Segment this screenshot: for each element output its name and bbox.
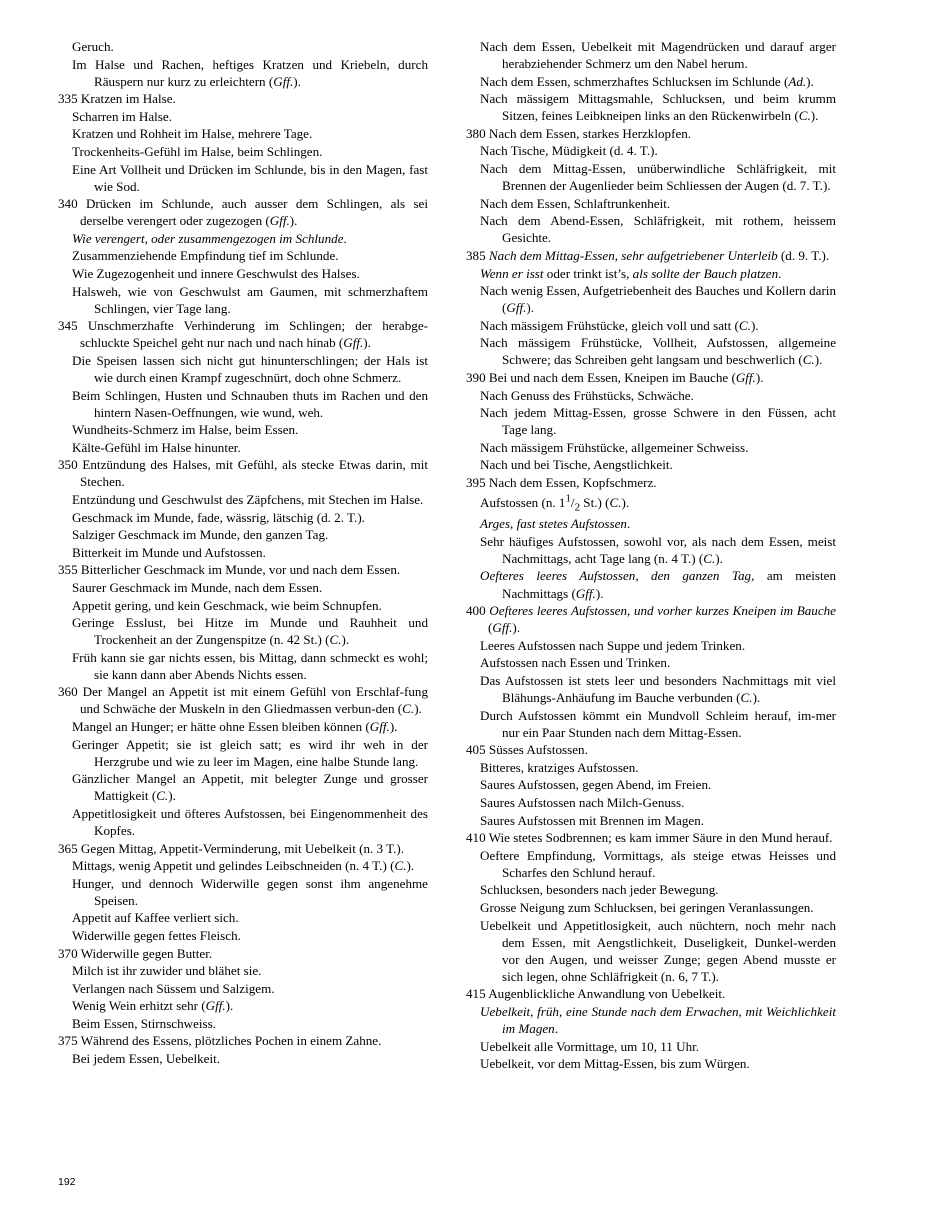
symptom-entry bbox=[58, 857, 428, 874]
entry-text: Drücken im Schlunde, auch ausser dem Schlingen, als sei derselbe verengert oder zugezogen (Gff.). bbox=[80, 196, 428, 229]
entry-text: Nach dem Mittag-Essen, unüberwindliche Schläfrigkeit, mit Brennen der Augenlieder beim Schliessen der Augen (d. 7. T.). bbox=[480, 161, 836, 194]
entry-text: Nach wenig Essen, Aufgetriebenheit des Bauches und Kollern darin (Gff.). bbox=[480, 283, 836, 316]
entry-number: 405 bbox=[466, 742, 489, 758]
entry-text: Trockenheits-Gefühl im Halse, beim Schlingen. bbox=[72, 143, 323, 159]
entry-text: Nach Genuss des Frühstücks, Schwäche. bbox=[480, 387, 694, 403]
entry-text: Schlucksen, besonders nach jeder Bewegung. bbox=[480, 882, 719, 898]
symptom-entry-numbered bbox=[58, 1032, 428, 1049]
symptom-entry bbox=[58, 161, 428, 195]
entry-number: 335 bbox=[58, 91, 81, 107]
entry-number: 385 bbox=[466, 247, 489, 263]
symptom-entry bbox=[466, 73, 836, 90]
entry-number: 340 bbox=[58, 196, 86, 212]
symptom-entry bbox=[58, 421, 428, 438]
entry-text: Wie verengert, oder zusammengezogen im Schlunde. bbox=[72, 230, 347, 246]
symptom-entry bbox=[466, 38, 836, 72]
entry-text: Arges, fast stetes Aufstossen. bbox=[480, 516, 631, 532]
entry-text: Nach dem Essen, schmerzhaftes Schlucksen im Schlunde (Ad.). bbox=[480, 73, 814, 89]
entry-text: Augenblickliche Anwandlung von Uebelkeit. bbox=[488, 986, 726, 1002]
entry-text: Nach jedem Mittag-Essen, grosse Schwere in den Füssen, acht Tage lang. bbox=[480, 405, 836, 438]
symptom-entry bbox=[466, 899, 836, 916]
entry-text: Uebelkeit alle Vormittage, um 10, 11 Uhr. bbox=[480, 1038, 700, 1054]
left-column bbox=[58, 38, 428, 1068]
entry-text: Bei jedem Essen, Uebelkeit. bbox=[72, 1051, 220, 1067]
entry-text: Wie stetes Sodbrennen; es kam immer Säure in den Mund herauf. bbox=[488, 830, 833, 846]
symptom-entry bbox=[466, 1038, 836, 1055]
symptom-entry-numbered bbox=[58, 317, 428, 351]
entry-text: Halsweh, wie von Geschwulst am Gaumen, mit schmerzhaftem Schlingen, vier Tage lang. bbox=[72, 283, 428, 316]
entry-text: Oefteres leeres Aufstossen, den ganzen Tag, am meisten Nachmittags (Gff.). bbox=[480, 568, 836, 601]
entry-text: Wie Zugezogenheit und innere Geschwulst des Halses. bbox=[72, 266, 360, 282]
entry-text: Bitterlicher Geschmack im Munde, vor und nach dem Essen. bbox=[80, 562, 401, 578]
symptom-entry bbox=[466, 492, 836, 515]
symptom-entry bbox=[58, 283, 428, 317]
entry-text: Appetit gering, und kein Geschmack, wie beim Schnupfen. bbox=[72, 597, 382, 613]
symptom-entry bbox=[466, 142, 836, 159]
entry-text: Bitterkeit im Munde und Aufstossen. bbox=[72, 544, 266, 560]
entry-number: 365 bbox=[58, 840, 81, 856]
entry-text: Nach dem Essen, Kopfschmerz. bbox=[488, 474, 657, 490]
symptom-entry bbox=[58, 439, 428, 456]
symptom-entry bbox=[466, 212, 836, 246]
entry-text: Wenn er isst oder trinkt ist’s, als sollte der Bauch platzen. bbox=[480, 265, 782, 281]
symptom-entry bbox=[58, 770, 428, 804]
symptom-entry-numbered bbox=[466, 602, 836, 636]
entry-number: 390 bbox=[466, 369, 489, 385]
symptom-entry bbox=[58, 1015, 428, 1032]
entry-text: Wenig Wein erhitzt sehr (Gff.). bbox=[72, 998, 234, 1014]
two-column-body bbox=[58, 38, 877, 1073]
entry-number: 415 bbox=[466, 986, 489, 1002]
symptom-entry bbox=[466, 672, 836, 706]
symptom-entry bbox=[466, 456, 836, 473]
symptom-entry bbox=[466, 282, 836, 316]
symptom-entry-numbered bbox=[58, 683, 428, 717]
symptom-entry-numbered bbox=[58, 561, 428, 578]
entry-text: Oefteres leeres Aufstossen, und vorher kurzes Kneipen im Bauche (Gff.). bbox=[488, 603, 836, 636]
symptom-entry bbox=[466, 515, 836, 532]
symptom-entry bbox=[466, 90, 836, 124]
entry-text: Saurer Geschmack im Munde, nach dem Essen. bbox=[72, 579, 323, 595]
entry-text: Nach mässigem Frühstücke, Vollheit, Aufstossen, allgemeine Schwere; das Schreiben geht langsam und beschwerlich (C.). bbox=[480, 335, 836, 368]
symptom-entry bbox=[58, 614, 428, 648]
symptom-entry bbox=[466, 387, 836, 404]
entry-text: Die Speisen lassen sich nicht gut hinunterschlingen; der Hals ist wie durch einen Krampf zugeschnürt, doch ohne Schmerz. bbox=[72, 352, 428, 385]
entry-text: Uebelkeit, früh, eine Stunde nach dem Erwachen, mit Weichlichkeit im Magen. bbox=[480, 1003, 836, 1037]
entry-text: Eine Art Vollheit und Drücken im Schlunde, bis in den Magen, fast wie Sod. bbox=[72, 161, 428, 194]
entry-text: Sehr häufiges Aufstossen, sowohl vor, als nach dem Essen, meist Nachmittags, acht Tage lang (n. 4 T.) (C.). bbox=[480, 533, 836, 566]
entry-text: Beim Schlingen, Husten und Schnauben thuts im Rachen und den hintern Nasen-Oeffnungen, wie wund, weh. bbox=[72, 387, 428, 420]
entry-text: Mittags, wenig Appetit und gelindes Leibschneiden (n. 4 T.) (C.). bbox=[72, 858, 415, 874]
symptom-entry bbox=[466, 917, 836, 985]
entry-number: 410 bbox=[466, 830, 489, 846]
symptom-entry-numbered bbox=[466, 369, 836, 386]
entry-text: Süsses Aufstossen. bbox=[488, 742, 588, 758]
entry-text: Bitteres, kratziges Aufstossen. bbox=[480, 759, 639, 775]
symptom-entry-numbered bbox=[466, 125, 836, 142]
entry-text: Unschmerzhafte Verhinderung im Schlingen; der herabge-schluckte Speichel geht nur nach und nach hinab (Gff.). bbox=[80, 318, 428, 351]
symptom-entry bbox=[466, 404, 836, 438]
entry-number: 380 bbox=[466, 125, 489, 141]
symptom-entry-numbered bbox=[466, 741, 836, 758]
entry-text: Milch ist ihr zuwider und blähet sie. bbox=[72, 963, 262, 979]
entry-text: Gegen Mittag, Appetit-Verminderung, mit Uebelkeit (n. 3 T.). bbox=[80, 840, 405, 856]
entry-text: Nach mässigem Mittagsmahle, Schlucksen, und beim krumm Sitzen, feines Leibkneipen links an den Rückenwirbeln (C.). bbox=[480, 91, 836, 124]
symptom-entry-numbered bbox=[466, 247, 836, 264]
symptom-entry bbox=[58, 736, 428, 770]
entry-text: Nach mässigem Frühstücke, allgemeiner Schweiss. bbox=[480, 439, 749, 455]
entry-text: Kratzen im Halse. bbox=[80, 91, 176, 107]
symptom-entry bbox=[466, 847, 836, 881]
entry-text: Der Mangel an Appetit ist mit einem Gefühl von Erschlaf-fung und Schwäche der Muskeln in den Gliedmassen verbun-den (C.). bbox=[80, 684, 428, 717]
symptom-entry bbox=[466, 567, 836, 601]
symptom-entry bbox=[466, 439, 836, 456]
symptom-entry bbox=[58, 718, 428, 735]
entry-text: Aufstossen (n. $1^1/_2$ St.) (C.). bbox=[480, 492, 630, 514]
symptom-entry bbox=[58, 1050, 428, 1067]
entry-text: Nach und bei Tische, Aengstlichkeit. bbox=[480, 457, 673, 473]
symptom-entry bbox=[466, 1003, 836, 1037]
symptom-entry bbox=[58, 38, 428, 55]
entry-text: Appetit auf Kaffee verliert sich. bbox=[72, 910, 239, 926]
symptom-entry bbox=[58, 265, 428, 282]
entry-text: Das Aufstossen ist stets leer und besonders Nachmittags mit viel Blähungs-Anhäufung im Bauche verbunden (C.). bbox=[480, 672, 836, 706]
entry-text: Zusammenziehende Empfindung tief im Schlunde. bbox=[72, 248, 339, 264]
entry-text: Grosse Neigung zum Schlucksen, bei geringen Veranlassungen. bbox=[480, 899, 814, 915]
entry-text: Appetitlosigkeit und öfteres Aufstossen, bei Eingenommenheit des Kopfes. bbox=[72, 805, 428, 839]
symptom-entry bbox=[466, 637, 836, 654]
symptom-entry-numbered bbox=[58, 456, 428, 490]
symptom-entry-numbered bbox=[58, 195, 428, 229]
symptom-entry-numbered bbox=[466, 829, 836, 846]
symptom-entry bbox=[58, 805, 428, 839]
entry-text: Entzündung und Geschwulst des Zäpfchens, mit Stechen im Halse. bbox=[72, 492, 424, 508]
entry-text: Nach dem Essen, starkes Herzklopfen. bbox=[488, 125, 692, 141]
entry-text: Mangel an Hunger; er hätte ohne Essen bleiben können (Gff.). bbox=[72, 719, 398, 735]
entry-text: Während des Essens, plötzliches Pochen in einem Zahne. bbox=[80, 1033, 382, 1049]
entry-text: Nach Tische, Müdigkeit (d. 4. T.). bbox=[480, 143, 658, 159]
entry-text: Uebelkeit, vor dem Mittag-Essen, bis zum Würgen. bbox=[480, 1056, 750, 1072]
entry-number: 355 bbox=[58, 562, 81, 578]
entry-number: 395 bbox=[466, 474, 489, 490]
entry-text: Scharren im Halse. bbox=[72, 108, 172, 124]
entry-number: 350 bbox=[58, 457, 83, 473]
symptom-entry bbox=[58, 230, 428, 247]
symptom-entry bbox=[466, 334, 836, 368]
entry-text: Leeres Aufstossen nach Suppe und jedem Trinken. bbox=[480, 637, 746, 653]
entry-text: Entzündung des Halses, mit Gefühl, als stecke Etwas darin, mit Stechen. bbox=[80, 457, 428, 490]
symptom-entry bbox=[58, 544, 428, 561]
symptom-entry bbox=[58, 927, 428, 944]
symptom-entry bbox=[58, 143, 428, 160]
symptom-entry bbox=[466, 776, 836, 793]
entry-text: Aufstossen nach Essen und Trinken. bbox=[480, 655, 671, 671]
symptom-entry bbox=[466, 759, 836, 776]
entry-text: Saures Aufstossen mit Brennen im Magen. bbox=[480, 812, 705, 828]
entry-text: Nach dem Essen, Schlaftrunkenheit. bbox=[480, 195, 671, 211]
symptom-entry bbox=[466, 1055, 836, 1072]
symptom-entry bbox=[466, 160, 836, 194]
entry-text: Uebelkeit und Appetitlosigkeit, auch nüchtern, noch mehr nach dem Essen, mit Aengstlichkeit, Duseligkeit, Dunkel-werden vor den Augen, und weisser Zunge; gegen Abend musste er sich legen, ohne Schläfrigkeit (n. 6, 7 T.). bbox=[480, 917, 836, 984]
symptom-entry bbox=[58, 352, 428, 386]
entry-text: Hunger, und dennoch Widerwille gegen sonst ihm angenehme Speisen. bbox=[72, 875, 428, 908]
symptom-entry bbox=[58, 875, 428, 909]
entry-text: Geschmack im Munde, fade, wässrig, lätschig (d. 2. T.). bbox=[72, 509, 365, 525]
symptom-entry-numbered bbox=[466, 985, 836, 1002]
entry-text: Salziger Geschmack im Munde, den ganzen Tag. bbox=[72, 527, 329, 543]
entry-number: 375 bbox=[58, 1033, 81, 1049]
symptom-entry bbox=[58, 125, 428, 142]
symptom-entry bbox=[58, 579, 428, 596]
entry-text: Im Halse und Rachen, heftiges Kratzen und Kriebeln, durch Räuspern nur kurz zu erleichtern (Gff.). bbox=[72, 56, 428, 89]
symptom-entry bbox=[466, 654, 836, 671]
entry-text: Nach dem Mittag-Essen, sehr aufgetriebener Unterleib (d. 9. T.). bbox=[488, 247, 830, 263]
symptom-entry bbox=[58, 509, 428, 526]
symptom-entry bbox=[466, 812, 836, 829]
entry-text: Nach dem Abend-Essen, Schläfrigkeit, mit rothem, heissem Gesichte. bbox=[480, 213, 836, 246]
symptom-entry bbox=[466, 265, 836, 282]
symptom-entry bbox=[58, 247, 428, 264]
entry-text: Nach dem Essen, Uebelkeit mit Magendrücken und darauf arger herabziehender Schmerz um den Nabel herum. bbox=[480, 39, 836, 72]
entry-text: Oeftere Empfindung, Vormittags, als steige etwas Heisses und Scharfes den Schlund herauf. bbox=[480, 847, 836, 880]
entry-number: 400 bbox=[466, 603, 490, 619]
symptom-entry bbox=[466, 881, 836, 898]
right-column bbox=[466, 38, 836, 1073]
symptom-entry bbox=[466, 317, 836, 334]
entry-text: Beim Essen, Stirnschweiss. bbox=[72, 1015, 217, 1031]
page-number: 192 bbox=[58, 1176, 76, 1188]
entry-text: Kratzen und Rohheit im Halse, mehrere Tage. bbox=[72, 126, 313, 142]
symptom-entry bbox=[58, 387, 428, 421]
symptom-entry bbox=[58, 980, 428, 997]
entry-number: 345 bbox=[58, 318, 88, 334]
entry-text: Widerwille gegen fettes Fleisch. bbox=[72, 927, 241, 943]
entry-text: Kälte-Gefühl im Halse hinunter. bbox=[72, 439, 241, 455]
entry-text: Geruch. bbox=[72, 39, 114, 54]
symptom-entry bbox=[58, 909, 428, 926]
symptom-entry bbox=[58, 962, 428, 979]
symptom-entry bbox=[466, 707, 836, 741]
symptom-entry-numbered bbox=[58, 90, 428, 107]
entry-text: Geringe Esslust, bei Hitze im Munde und Rauhheit und Trockenheit an der Zungenspitze (n. 42 St.) (C.). bbox=[72, 615, 428, 648]
symptom-entry bbox=[466, 195, 836, 212]
entry-text: Geringer Appetit; sie ist gleich satt; es wird ihr weh in der Herzgrube und wie zu leer im Magen, eine halbe Stunde lang. bbox=[72, 736, 428, 769]
entry-text: Nach mässigem Frühstücke, gleich voll und satt (C.). bbox=[480, 317, 759, 333]
entry-text: Durch Aufstossen kömmt ein Mundvoll Schleim herauf, im-mer nur ein Paar Stunden nach dem Mittag-Essen. bbox=[480, 707, 836, 740]
symptom-entry bbox=[58, 597, 428, 614]
symptom-entry-numbered bbox=[58, 945, 428, 962]
symptom-entry bbox=[58, 56, 428, 90]
entry-text: Wundheits-Schmerz im Halse, beim Essen. bbox=[72, 422, 299, 438]
symptom-entry bbox=[58, 997, 428, 1014]
symptom-entry-numbered bbox=[58, 840, 428, 857]
symptom-entry bbox=[466, 794, 836, 811]
entry-text: Verlangen nach Süssem und Salzigem. bbox=[72, 980, 275, 996]
symptom-entry bbox=[58, 108, 428, 125]
entry-number: 370 bbox=[58, 945, 81, 961]
symptom-entry-numbered bbox=[466, 474, 836, 491]
symptom-entry bbox=[58, 526, 428, 543]
symptom-entry bbox=[58, 649, 428, 683]
symptom-entry bbox=[466, 533, 836, 567]
entry-number: 360 bbox=[58, 684, 83, 700]
entry-text: Widerwille gegen Butter. bbox=[80, 945, 213, 961]
entry-text: Saures Aufstossen, gegen Abend, im Freien. bbox=[480, 777, 712, 793]
entry-text: Saures Aufstossen nach Milch-Genuss. bbox=[480, 795, 685, 810]
symptom-entry bbox=[58, 491, 428, 508]
entry-text: Gänzlicher Mangel an Appetit, mit belegter Zunge und grosser Mattigkeit (C.). bbox=[72, 771, 428, 804]
entry-text: Bei und nach dem Essen, Kneipen im Bauche (Gff.). bbox=[488, 369, 764, 385]
entry-text: Früh kann sie gar nichts essen, bis Mittag, dann schmeckt es wohl; sie kann dann aber Abends Nichts essen. bbox=[72, 649, 428, 682]
